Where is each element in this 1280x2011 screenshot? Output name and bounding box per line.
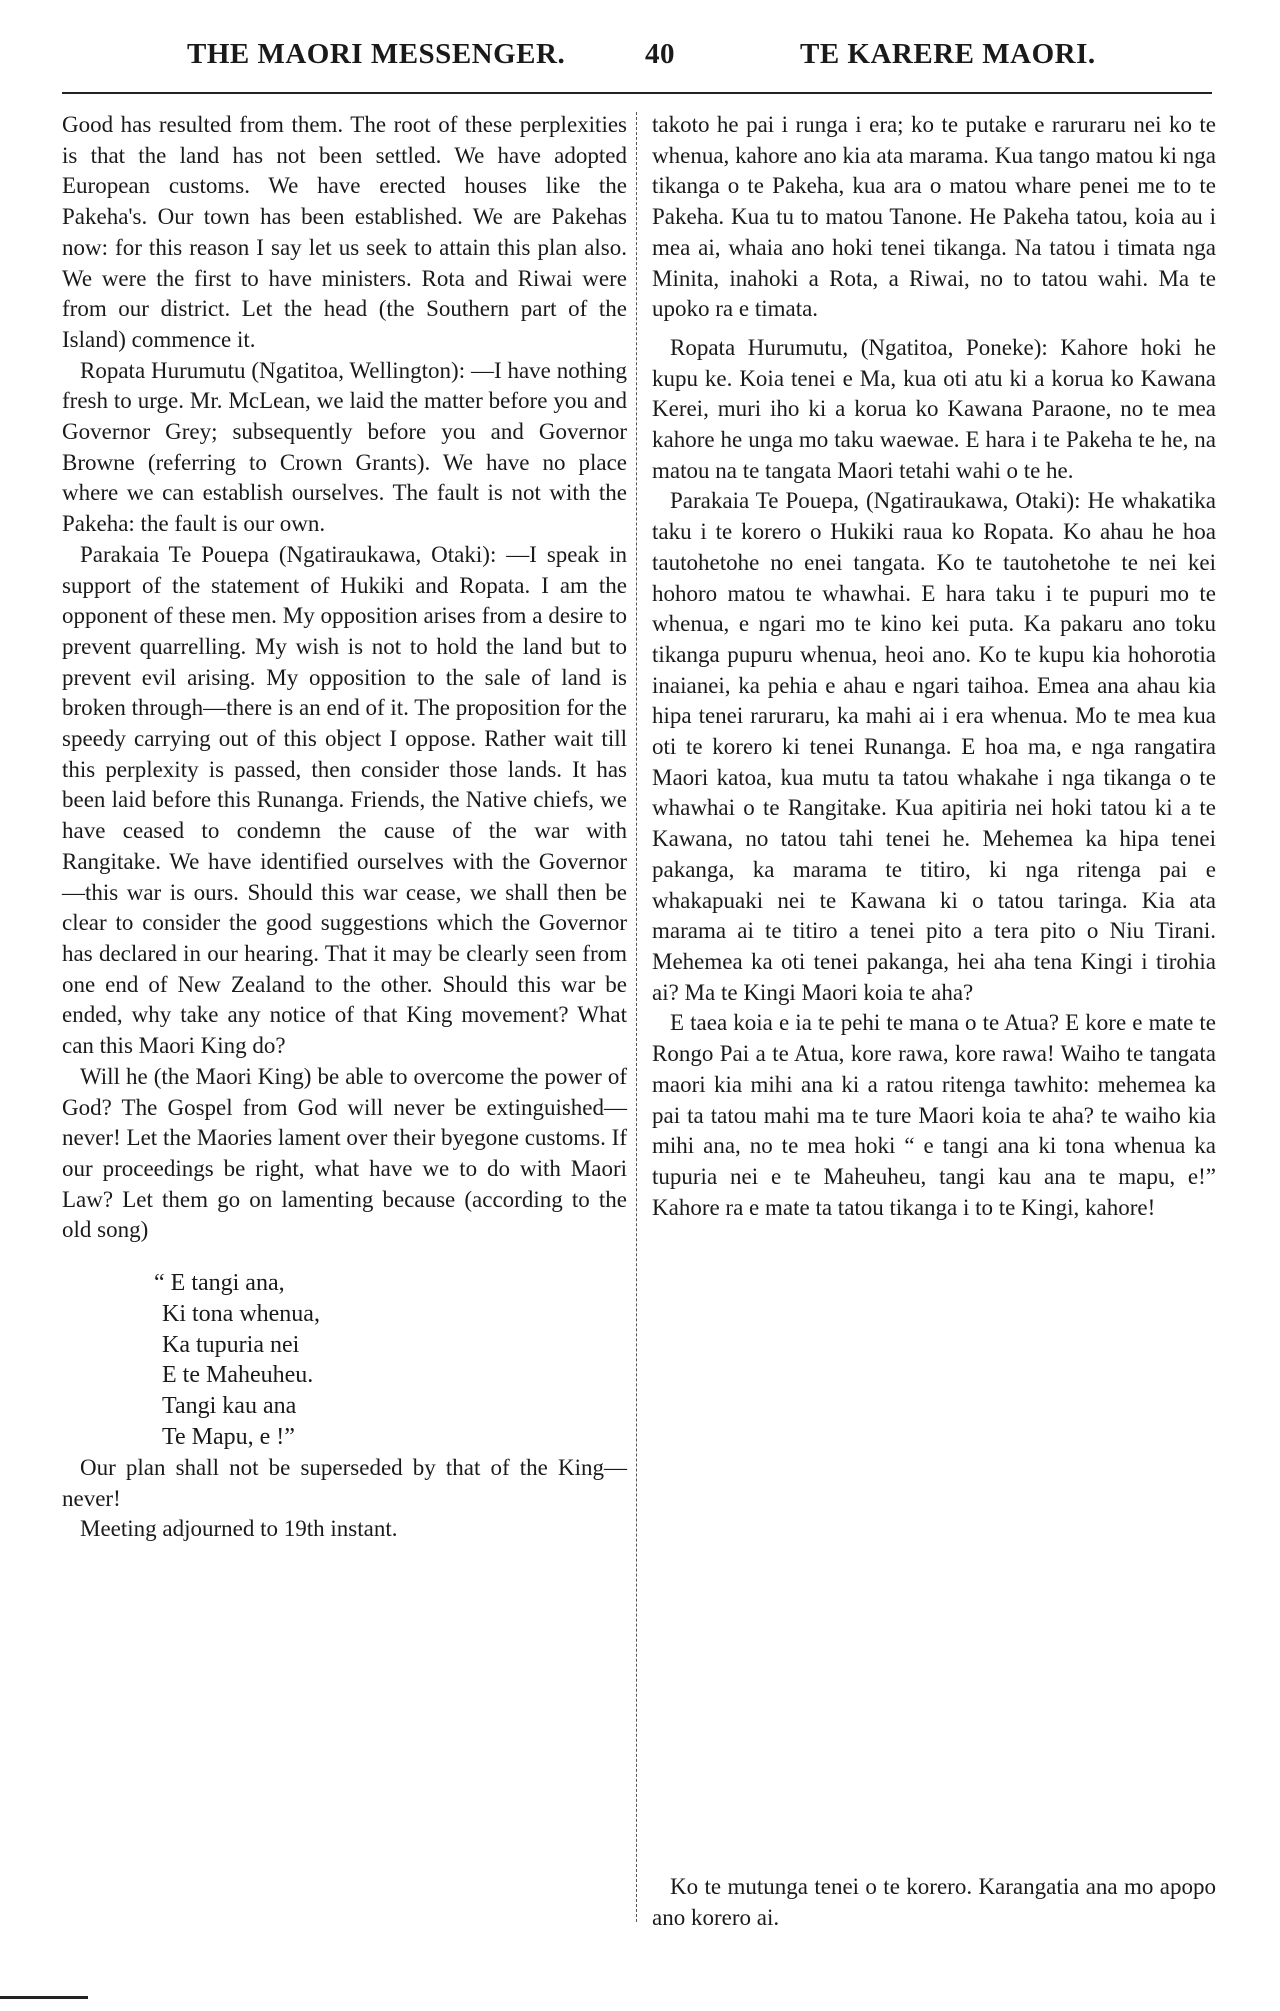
song-line: Tangi kau ana xyxy=(162,1393,297,1420)
maori-paragraph-atua: E taea koia e ia te pehi te mana o te Atua? E kore e mate te Rongo Pai a te Atua, kore rawa, kore rawa! Waiho te tangata maori kia mihi ana ki a ratou ritenga tawhito: mehemea ka pai ta tatou mahi ma te ture Maori koia te aha? te waiho kia mihi ana, no te mea hoki “ e tangi ana ki tona whenua ka tupuria nei e te Maheuheu, tangi kau ana te mapu, e!” Kahore ra e mate ta tatou tikanga i to te Kingi, kahore! xyxy=(652,1010,1216,1220)
song-line: Ki tona whenua, xyxy=(162,1300,320,1327)
maori-column xyxy=(652,110,1216,1223)
maori-paragraph-parakaia: Parakaia Te Pouepa, (Ngatiraukawa, Otaki): He whakatika taku i te korero o Hukiki raua ko Ropata. Ko ahau he hoa tautohetohe no enei tangata. Ko te tautohetohe te nei kei hohoro matou te whawhai. E hara taku i te pupuri mo te whenua, e ngari mo te kino kei puta. Ka pakaru ano toku tikanga pupuru whenua, heoi ano. Ko te kupu kia hohorotia inaianei, ka pehia e ahau e ngari taihoa. Emea ana ahau kia hipa tenei raruraru, ka mahi ai i era whenua. Mo te mea kua oti te korero ki tenei Runanga. E hoa ma, e nga rangatira Maori katoa, kua mutu ta tatou whakahe i nga tikanga o te whawhai o te Rangitake. Kua apitiria nei hoki tatou ki a te Kawana, no tatou tahi tenei he. Mehemea ka hipa tenei pakanga, ka marama te titiro, ki nga ritenga pai e whakapuaki nei te Kawana ki o tatou taringa. Kia ata marama ai te titiro a tenei pito a tera pito o Niu Tirani. Mehemea ka oti tenei pakanga, hei aha tena Kingi i tirohia ai? Ma te Kingi Maori koia te aha? xyxy=(652,488,1216,1005)
column-divider xyxy=(636,112,637,1922)
maori-closing-note: Ko te mutunga tenei o te korero. Karangatia ana mo apopo ano korero ai. xyxy=(652,1874,1216,1930)
song-quote xyxy=(154,1268,627,1453)
song-line: E te Maheuheu. xyxy=(162,1362,314,1389)
song-line: Ka tupuria nei xyxy=(162,1331,300,1358)
header-rule xyxy=(62,92,1212,94)
header-maori-title: TE KARERE MAORI. xyxy=(800,38,1096,70)
song-line: “ E tangi ana, xyxy=(154,1270,285,1297)
meeting-adjourned-note: Meeting adjourned to 19th instant. xyxy=(80,1516,398,1542)
english-paragraph-1: Good has resulted from them. The root of these perplexities is that the land has not been settled. We have adopted European customs. We have erected houses like the Pakeha's. Our town has been established. We are Pakehas now: for this reason I say let us seek to attain this plan also. We were the first to have ministers. Rota and Riwai were from our district. Let the head (the Southern part of the Island) commence it. xyxy=(62,112,627,352)
song-line: Te Mapu, e !” xyxy=(162,1424,295,1450)
header-english-title: THE MAORI MESSENGER. xyxy=(187,38,566,70)
maori-paragraph-1: takoto he pai i runga i era; ko te putake e raruraru nei ko te whenua, kahore ano kia ata marama. Kua tango matou ki nga tikanga o te Pakeha, kua ara o matou whare penei me to te Pakeha. Kua tu to matou Tanone. He Pakeha tatou, koia au i mea ai, whaia ano hoki tenei tikanga. Na tatou i timata nga Minita, inahoki a Rota, a Riwai, no to tatou wahi. Ma te upoko ra e timata. xyxy=(652,112,1216,322)
bottom-rule xyxy=(0,1996,88,1999)
english-paragraph-parakaia: Parakaia Te Pouepa (Ngatiraukawa, Otaki): —I speak in support of the statement of Hukiki and Ropata. I am the opponent of these men. My opposition arises from a desire to prevent quarrelling. My wish is not to hold the land but to prevent evil arising. My opposition to the sale of land is broken through—there is an end of it. The proposition for the speedy carrying out of this object I oppose. Rather wait till this perplexity is passed, then consider those lands. It has been laid before this Runanga. Friends, the Native chiefs, we have ceased to condemn the cause of the war with Rangitake. We have identified ourselves with the Governor—this war is ours. Should this war cease, we shall then be clear to consider the good suggestions which the Governor has declared in our hearing. That it may be clearly seen from one end of New Zealand to the other. Should this war be ended, why take any notice of that King movement? What can this Maori King do? xyxy=(62,541,627,1059)
english-paragraph-plan: Our plan shall not be superseded by that of the King—never! xyxy=(62,1454,627,1511)
maori-paragraph-ropata: Ropata Hurumutu, (Ngatitoa, Poneke): Kahore hoki he kupu ke. Koia tenei e Ma, kua oti atu ki a korua ko Kawana Kerei, muri iho ki a korua ko Kawana Paraone, no te mea kahore he unga mo taku waewae. E hara i te Pakeha te he, na matou na te tangata Maori tetahi wahi o te he. xyxy=(652,334,1216,483)
english-paragraph-maori-king: Will he (the Maori King) be able to overcome the power of God? The Gospel from God will never be extinguished—never! Let the Maories lament over their byegone customs. If our proceedings be right, what have we to do with Maori Law? Let them go on lamenting because (according to the old song) xyxy=(62,1063,627,1243)
english-paragraph-ropata: Ropata Hurumutu (Ngatitoa, Wellington): —I have nothing fresh to urge. Mr. McLean, we laid the matter before you and Governor Grey; subsequently before you and Governor Browne (referring to Crown Grants). We have no place where we can establish ourselves. The fault is not with the Pakeha: the fault is our own. xyxy=(62,357,627,537)
page-number: 40 xyxy=(645,38,675,70)
english-column xyxy=(62,110,627,1545)
page-header xyxy=(60,38,1220,88)
